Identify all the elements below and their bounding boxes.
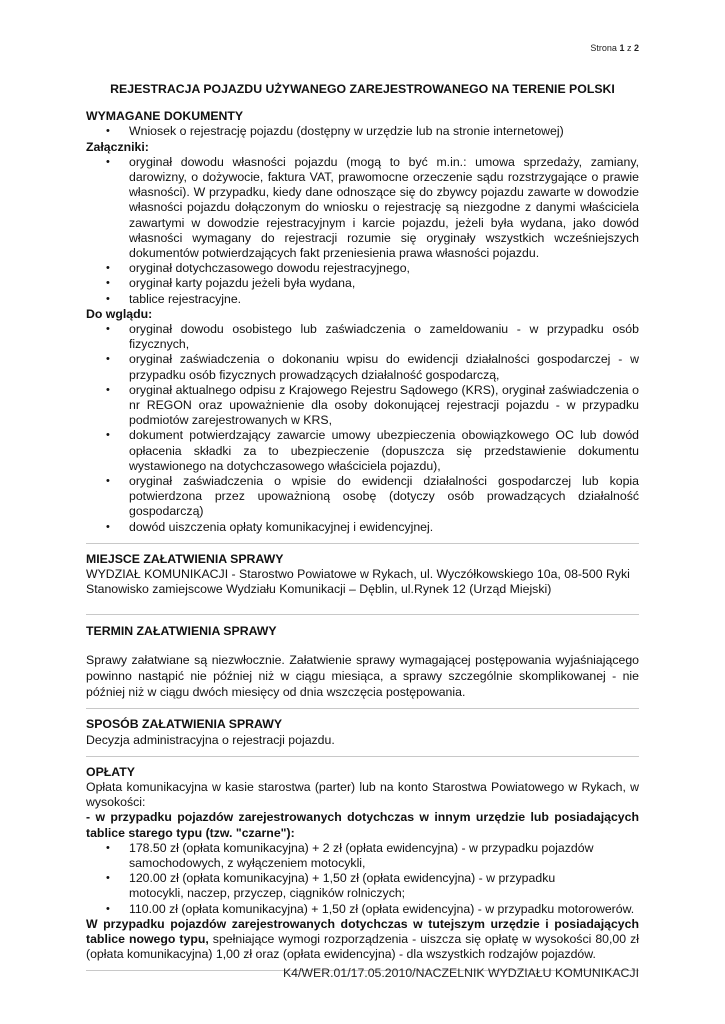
- place-line-1: WYDZIAŁ KOMUNIKACJI - Starostwo Powiatowe w Rykach, ul. Wyczółkowskiego 10a, 08-500 Ryki: [86, 567, 630, 582]
- fees-list: [86, 841, 639, 917]
- document-footer: K4/WER.01/17.05.2010/NACZELNIK WYDZIAŁU KOMUNIKACJI: [282, 966, 639, 980]
- required-docs-list: [86, 124, 639, 139]
- deadline-text: Sprawy załatwiane są niezwłocznie. Załatwienie sprawy wymagającej postępowania wyjaśniającego powinno nastąpić nie później niż w ciągu miesiąca, a sprawy szczególnie skomplikowanej - nie później niż w ciągu dwóch miesięcy od dnia wszczęcia postępowania.: [86, 652, 639, 700]
- fees-old-plates: - w przypadku pojazdów zarejestrowanych dotychczas w innym urzędzie lub posiadających tablice starego typu (tzw. "czarne"):: [86, 810, 639, 840]
- list-item: • 178.50 zł (opłata komunikacyjna) + 2 zł (opłata ewidencyjna) - w przypadku pojazdów samochodowych, z wyłączeniem motocykli,: [86, 841, 639, 871]
- list-item: • oryginał dowodu osobistego lub zaświadczenia o zameldowaniu - w przypadku osób fizycznych,: [86, 322, 639, 352]
- list-item: • dokument potwierdzający zawarcie umowy ubezpieczenia obowiązkowego OC lub dowód opłacenia składki za to ubezpieczenie (dopuszcza się przedstawienie dokumentu wystawionego na dotychczasowego właściciela pojazdu),: [86, 428, 639, 474]
- page-number-current: 1: [619, 43, 625, 53]
- document-body: [86, 82, 639, 979]
- page-number-prefix: Strona: [590, 43, 617, 53]
- list-item: • oryginał zaświadczenia o dokonaniu wpisu do ewidencji działalności gospodarczej - w przypadku osób fizycznych prowadzących działalność gospodarczą,: [86, 352, 639, 382]
- page-number-total: 2: [633, 43, 639, 53]
- attachments-list: [86, 155, 639, 307]
- divider: [86, 756, 639, 757]
- list-item: • oryginał karty pojazdu jeżeli była wydana,: [86, 276, 639, 291]
- inspection-list: [86, 322, 639, 535]
- list-item: • oryginał zaświadczenia o wpisie do ewidencji działalności gospodarczej lub kopia potwierdzona przez upoważnioną osobę (dotyczy osób prowadzących działalność gospodarczą): [86, 474, 639, 520]
- list-item: • oryginał aktualnego odpisu z Krajowego Rejestru Sądowego (KRS), oryginał zaświadczenia o nr REGON oraz upoważnienie dla osoby dokonującej rejestracji pojazdu - w przypadku podmiotów zarejestrowanych w KRS,: [86, 383, 639, 429]
- list-item: • dowód uiszczenia opłaty komunikacyjnej i ewidencyjnej.: [86, 520, 639, 535]
- list-item: • 110.00 zł (opłata komunikacyjna) + 1,50 zł (opłata ewidencyjna) - w przypadku motorowerów.: [86, 902, 639, 917]
- fees-new-plates-bold: W przypadku pojazdów zarejestrowanych dotychczas w tutejszym urzędzie i posiadających tablice nowego typu,: [86, 916, 639, 946]
- fees-intro: Opłata komunikacyjna w kasie starostwa (parter) lub na konto Starostwa Powiatowego w Rykach, w wysokości:: [86, 779, 639, 810]
- place-heading: MIEJSCE ZAŁATWIENIA SPRAWY: [86, 551, 284, 566]
- method-heading: SPOSÓB ZAŁATWIENIA SPRAWY: [86, 717, 283, 732]
- list-item: • 120.00 zł (opłata komunikacyjna) + 1,50 zł (opłata ewidencyjna) - w przypadku motocykli, naczep, przyczep, ciągników rolniczych;: [86, 871, 639, 901]
- deadline-heading: TERMIN ZAŁATWIENIA SPRAWY: [86, 623, 277, 638]
- list-item: • oryginał dotychczasowego dowodu rejestracyjnego,: [86, 261, 639, 276]
- attachments-label: Załączniki:: [86, 139, 149, 154]
- fees-new-plates-rest: spełniające wymogi rozporządzenia - uiszcza się opłatę w wysokości 80,00 zł (opłata komunikacyjna) 1,00 zł oraz (opłata ewidencyjna) - dla wszystkich rodzajów pojazdów.: [86, 931, 639, 962]
- page-number-separator: z: [626, 43, 632, 53]
- place-line-2: Stanowisko zamiejscowe Wydziału Komunikacji – Dęblin, ul.Rynek 12 (Urząd Miejski): [86, 582, 552, 597]
- list-item: • tablice rejestracyjne.: [86, 292, 639, 307]
- fees-new-plates: [86, 917, 639, 963]
- divider: [86, 543, 639, 544]
- document-title: REJESTRACJA POJAZDU UŻYWANEGO ZAREJESTROWANEGO NA TERENIE POLSKI: [110, 82, 615, 96]
- list-item: • oryginał dowodu własności pojazdu (mogą to być m.in.: umowa sprzedaży, zamiany, darowizny, o dożywocie, faktura VAT, prawomocne orzeczenie sądu rozstrzygające o prawie własności). W przypadku, kiedy dane odnoszące się do zbywcy pojazdu zawarte w dowodzie własności pojazdu dołączonym do wniosku o rejestrację są niezgodne z danymi właściciela zawartymi w dowodzie rejestracyjnym i karcie pojazdu, jeżeli była wydana, jako dowód własności wymagany do rejestracji rozumie się oryginały wszystkich wcześniejszych dokumentów potwierdzających fakt przeniesienia prawa własności pojazdu.: [86, 155, 639, 261]
- divider: [86, 614, 639, 615]
- method-text: Decyzja administracyjna o rejestracji pojazdu.: [86, 732, 335, 747]
- page-number: [590, 43, 639, 53]
- required-docs-heading: WYMAGANE DOKUMENTY: [86, 109, 244, 124]
- list-item: • Wniosek o rejestrację pojazdu (dostępny w urzędzie lub na stronie internetowej): [86, 124, 639, 139]
- inspection-label: Do wglądu:: [86, 306, 153, 321]
- divider: [86, 708, 639, 709]
- fees-heading: OPŁATY: [86, 764, 135, 779]
